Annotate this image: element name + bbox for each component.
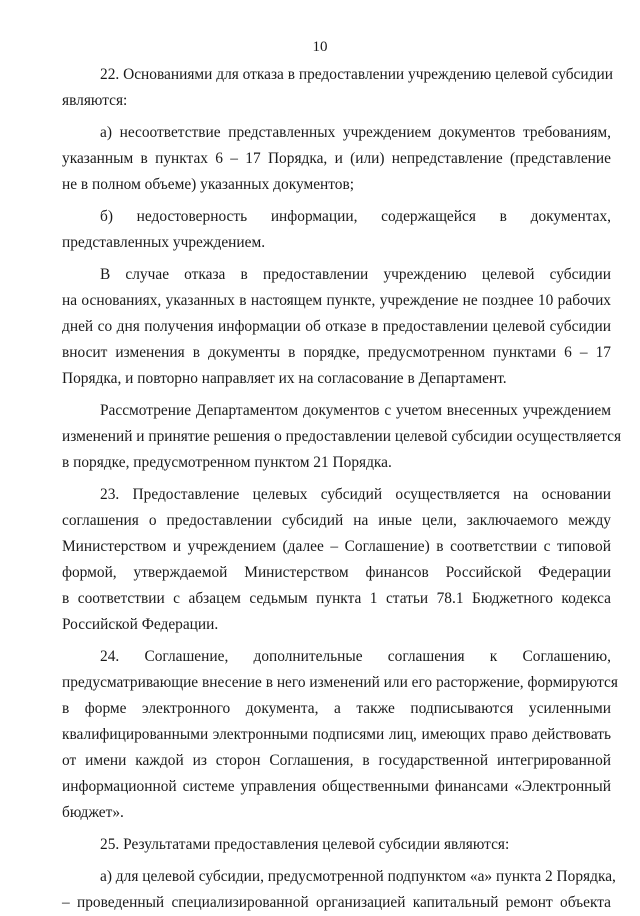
text-line: 24. Соглашение, дополнительные соглашения к Соглашению, — [100, 648, 611, 665]
text-line: не в полном объеме) указанных документов; — [62, 176, 355, 193]
page-number: 10 — [312, 39, 328, 55]
text-line: бюджет». — [62, 804, 124, 821]
text-line: в форме электронного документа, а также подписываются усиленными — [62, 700, 611, 717]
text-line: информационной системе управления общественными финансами «Электронный — [62, 778, 611, 795]
text-line: предусматривающие внесение в него изменений или его расторжение, формируются — [62, 674, 618, 691]
text-line: 22. Основаниями для отказа в предоставлении учреждению целевой субсидии — [100, 66, 613, 83]
text-line: являются: — [62, 92, 128, 109]
text-line: В случае отказа в предоставлении учреждению целевой субсидии — [100, 266, 611, 283]
text-line: а) несоответствие представленных учреждением документов требованиям, — [100, 124, 611, 141]
text-line: – проведенный специализированной организацией капитальный ремонт объекта — [62, 894, 611, 911]
text-line: на основаниях, указанных в настоящем пункте, учреждение не позднее 10 рабочих — [62, 292, 611, 309]
text-line: Министерством и учреждением (далее – Соглашение) в соответствии с типовой — [62, 538, 611, 555]
text-line: Рассмотрение Департаментом документов с учетом внесенных учреждением — [100, 402, 611, 419]
text-line: изменений и принятие решения о предоставлении целевой субсидии осуществляется — [62, 428, 622, 445]
text-line: соглашения о предоставлении субсидий на иные цели, заключаемого между — [62, 512, 611, 529]
text-line: Российской Федерации. — [62, 616, 219, 633]
text-line: в соответствии с абзацем седьмым пункта 1 статьи 78.1 Бюджетного кодекса — [62, 590, 611, 607]
document-body — [62, 62, 622, 916]
text-line: б) недостоверность информации, содержащейся в документах, — [100, 208, 611, 225]
text-line: представленных учреждением. — [62, 234, 266, 251]
text-line: от имени каждой из сторон Соглашения, в государственной интегрированной — [62, 752, 611, 769]
text-line: 25. Результатами предоставления целевой субсидии являются: — [100, 836, 510, 853]
text-line: Порядка, и повторно направляет их на согласование в Департамент. — [62, 370, 507, 387]
text-line: дней со дня получения информации об отказе в предоставлении целевой субсидии — [62, 318, 611, 335]
text-line: в порядке, предусмотренном пунктом 21 Порядка. — [62, 454, 392, 471]
text-line: а) для целевой субсидии, предусмотренной подпунктом «а» пункта 2 Порядка, — [100, 868, 616, 885]
text-line: квалифицированными электронными подписями лиц, имеющих право действовать — [62, 726, 611, 743]
text-line: вносит изменения в документы в порядке, предусмотренном пунктами 6 – 17 — [62, 344, 611, 361]
text-line: указанным в пунктах 6 – 17 Порядка, и (или) непредставление (представление — [62, 150, 611, 167]
text-line: 23. Предоставление целевых субсидий осуществляется на основании — [100, 486, 611, 503]
text-line: формой, утверждаемой Министерством финансов Российской Федерации — [62, 564, 611, 581]
